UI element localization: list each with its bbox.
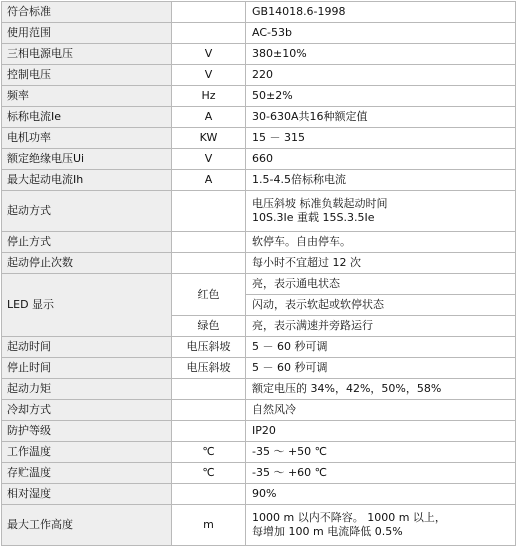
table-row	[2, 44, 516, 65]
table-row	[2, 274, 516, 295]
value-line: 5 － 60 秒可调	[252, 340, 328, 353]
row-label: 符合标准	[2, 2, 172, 23]
table-row	[2, 505, 516, 546]
value-line: 380±10%	[252, 47, 307, 60]
row-value	[246, 442, 516, 463]
led-value: 亮，表示通电状态	[246, 274, 516, 295]
row-value	[246, 44, 516, 65]
row-unit	[172, 484, 246, 505]
row-unit: m	[172, 505, 246, 546]
row-label: 最大工作高度	[2, 505, 172, 546]
row-unit: KW	[172, 128, 246, 149]
led-value: 闪动，表示软起或软停状态	[246, 295, 516, 316]
row-value	[246, 65, 516, 86]
row-unit	[172, 191, 246, 232]
value-line: 电压斜坡 标准负载起动时间	[252, 197, 388, 210]
row-unit	[172, 23, 246, 44]
value-line: -35 ～ +50 ℃	[252, 445, 328, 458]
row-value	[246, 128, 516, 149]
table-row	[2, 421, 516, 442]
row-unit	[172, 253, 246, 274]
table-row	[2, 358, 516, 379]
row-label: 起动力矩	[2, 379, 172, 400]
row-label: 停止时间	[2, 358, 172, 379]
value-line: IP20	[252, 424, 276, 437]
value-line: 50±2%	[252, 89, 293, 102]
value-line: 每小时不宜超过 12 次	[252, 256, 361, 269]
row-unit: Hz	[172, 86, 246, 107]
table-row	[2, 86, 516, 107]
led-color-red: 红色	[172, 274, 246, 316]
value-line: 10S.3Ie 重载 15S.3.5Ie	[252, 211, 375, 224]
row-unit: 电压斜坡	[172, 337, 246, 358]
row-value	[246, 484, 516, 505]
row-value	[246, 337, 516, 358]
row-value	[246, 253, 516, 274]
row-label: 冷却方式	[2, 400, 172, 421]
led-value: 亮，表示满速并旁路运行	[246, 316, 516, 337]
row-value	[246, 170, 516, 191]
row-label: 相对湿度	[2, 484, 172, 505]
value-line: 90%	[252, 487, 277, 500]
row-value	[246, 421, 516, 442]
table-row	[2, 379, 516, 400]
row-label: 存贮温度	[2, 463, 172, 484]
table-row	[2, 400, 516, 421]
value-line: 自然风冷	[252, 403, 296, 416]
row-unit: 电压斜坡	[172, 358, 246, 379]
row-label: 标称电流Ie	[2, 107, 172, 128]
row-unit: ℃	[172, 463, 246, 484]
table-row	[2, 128, 516, 149]
led-color-green: 绿色	[172, 316, 246, 337]
value-line: 15 － 315	[252, 131, 305, 144]
row-unit: A	[172, 107, 246, 128]
table-row	[2, 149, 516, 170]
row-label: 起动方式	[2, 191, 172, 232]
value-line: AC-53b	[252, 26, 292, 39]
row-label: 起动停止次数	[2, 253, 172, 274]
row-value	[246, 23, 516, 44]
table-row	[2, 232, 516, 253]
row-label: 最大起动电流Ih	[2, 170, 172, 191]
led-label: LED 显示	[2, 274, 172, 337]
table-row	[2, 253, 516, 274]
row-label: 起动时间	[2, 337, 172, 358]
row-value	[246, 232, 516, 253]
row-value	[246, 2, 516, 23]
value-line: 1000 m 以内不降容。 1000 m 以上，	[252, 511, 446, 524]
row-label: 三相电源电压	[2, 44, 172, 65]
row-value	[246, 107, 516, 128]
spec-table-body	[2, 2, 516, 546]
value-line: 额定电压的 34%，42%，50%，58%	[252, 382, 442, 395]
value-line: 220	[252, 68, 273, 81]
row-label: 电机功率	[2, 128, 172, 149]
row-unit	[172, 232, 246, 253]
row-unit	[172, 379, 246, 400]
value-line: 每增加 100 m 电流降低 0.5%	[252, 525, 403, 538]
value-line: 5 － 60 秒可调	[252, 361, 328, 374]
table-row	[2, 484, 516, 505]
table-row	[2, 170, 516, 191]
table-row	[2, 463, 516, 484]
row-value	[246, 505, 516, 546]
row-unit	[172, 421, 246, 442]
row-label: 额定绝缘电压Ui	[2, 149, 172, 170]
table-row	[2, 442, 516, 463]
row-value	[246, 379, 516, 400]
value-line: GB14018.6-1998	[252, 5, 346, 18]
row-value	[246, 191, 516, 232]
table-row	[2, 107, 516, 128]
row-value	[246, 400, 516, 421]
row-label: 使用范围	[2, 23, 172, 44]
row-unit: V	[172, 149, 246, 170]
row-label: 控制电压	[2, 65, 172, 86]
value-line: 1.5-4.5倍标称电流	[252, 173, 346, 186]
row-unit: V	[172, 44, 246, 65]
table-row	[2, 23, 516, 44]
table-row	[2, 2, 516, 23]
row-unit: V	[172, 65, 246, 86]
table-row	[2, 65, 516, 86]
spec-table	[1, 1, 516, 546]
row-value	[246, 463, 516, 484]
row-value	[246, 358, 516, 379]
row-unit	[172, 400, 246, 421]
table-row	[2, 337, 516, 358]
value-line: 30-630A共16种额定值	[252, 110, 368, 123]
row-value	[246, 149, 516, 170]
value-line: 660	[252, 152, 273, 165]
row-unit	[172, 2, 246, 23]
row-label: 防护等级	[2, 421, 172, 442]
value-line: -35 ～ +60 ℃	[252, 466, 328, 479]
row-unit: ℃	[172, 442, 246, 463]
row-label: 频率	[2, 86, 172, 107]
row-value	[246, 86, 516, 107]
row-unit: A	[172, 170, 246, 191]
row-label: 停止方式	[2, 232, 172, 253]
table-row	[2, 191, 516, 232]
value-line: 软停车。自由停车。	[252, 235, 351, 248]
row-label: 工作温度	[2, 442, 172, 463]
